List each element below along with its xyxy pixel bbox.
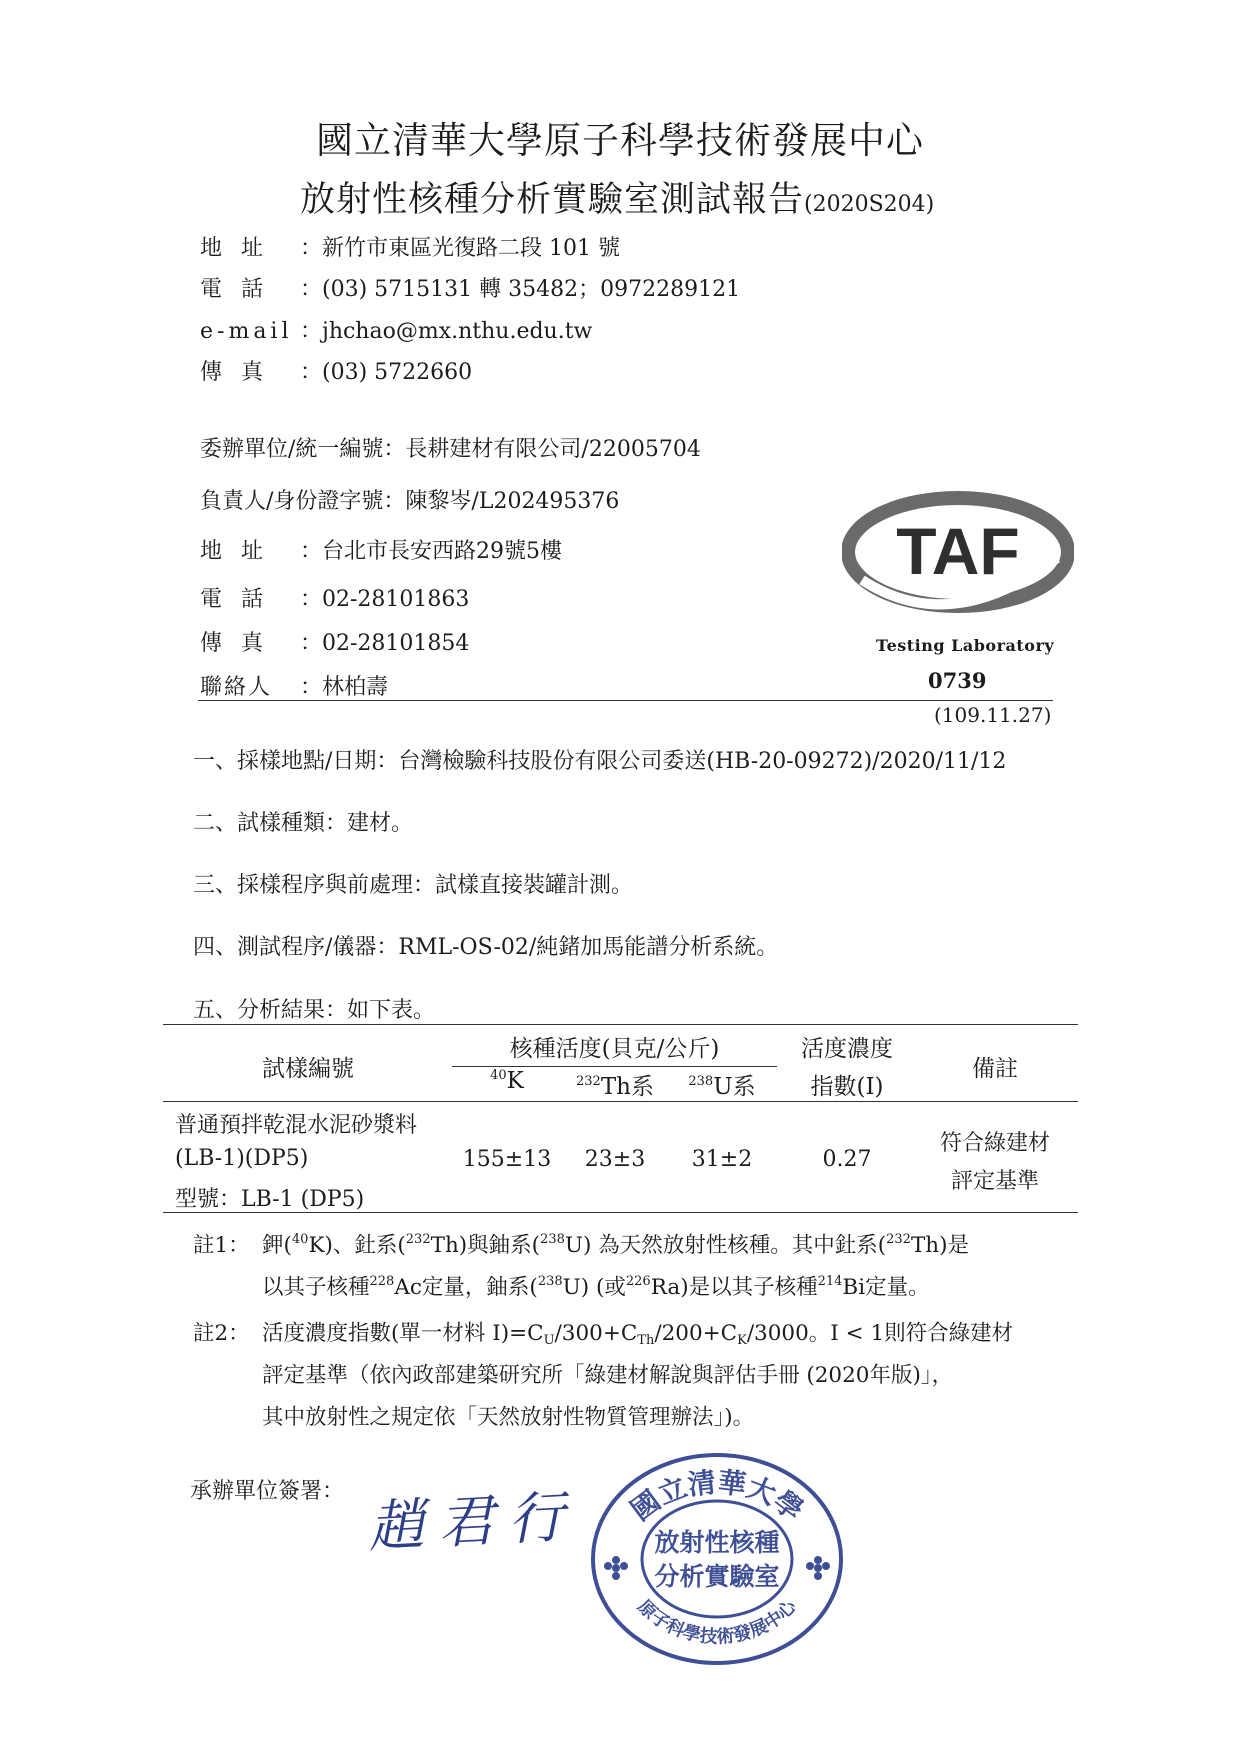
note2-label: 註2： — [193, 1321, 250, 1346]
client-phone-label: 電 話 — [200, 587, 269, 612]
table-top-rule — [163, 1024, 1078, 1025]
lab-seal — [586, 1448, 848, 1670]
cell-sample-line3: 型號：LB-1 (DP5) — [175, 1187, 365, 1212]
note1-label: 註1： — [193, 1233, 250, 1258]
k-mass-number: 40 — [490, 1068, 507, 1083]
seal-flower-right-icon — [806, 1556, 830, 1580]
section-results: 五、分析結果：如下表。 — [193, 998, 436, 1023]
table-activity-rule — [452, 1066, 777, 1067]
client-contact-row: 聯絡人 ：林柏壽 — [200, 670, 388, 701]
cell-sample-line1: 普通預拌乾混水泥砂漿料 — [175, 1113, 418, 1138]
cell-k40: 155±13 — [462, 1147, 552, 1172]
client-contact-label: 聯絡人 — [200, 675, 273, 700]
handwritten-signature: 趙君行 — [366, 1484, 580, 1561]
lab-address-row: 地 址 ：新竹市東區光復路二段 101 號 — [200, 231, 620, 262]
header-divider — [198, 700, 1053, 701]
lab-address-label: 地 址 — [200, 236, 269, 261]
lab-fax: (03) 5722660 — [322, 360, 473, 385]
client-unit-row — [200, 432, 701, 463]
lab-email-label: e-mail — [200, 319, 293, 344]
lab-email: jhchao@mx.nthu.edu.tw — [322, 319, 593, 344]
cell-u238: 31±2 — [691, 1147, 753, 1172]
col-header-u238 — [667, 1068, 777, 1101]
seal-bottom-text: 原子科學技術發展中心 — [633, 1596, 801, 1648]
client-unit-label: 委辦單位/統一編號： — [200, 437, 406, 462]
client-phone-row: 電 話 ：02-28101863 — [200, 582, 469, 613]
note2-line3: 其中放射性之規定依「天然放射性物質管理辦法」)。 — [262, 1405, 755, 1430]
k-symbol: K — [506, 1068, 524, 1094]
taf-logo-text: TAF — [896, 514, 1020, 588]
lab-fax-label: 傳 真 — [200, 360, 269, 385]
u-mass-number: 238 — [688, 1074, 714, 1089]
signature-label: 承辦單位簽署： — [190, 1479, 345, 1504]
section-procedure: 四、測試程序/儀器：RML-OS-02/純鍺加馬能譜分析系統。 — [193, 935, 779, 960]
cell-sample-line2: (LB-1)(DP5) — [175, 1146, 309, 1171]
cell-th232: 23±3 — [584, 1147, 646, 1172]
seal-top-text: 國立清華大學 — [624, 1465, 810, 1528]
col-header-th232 — [560, 1068, 670, 1101]
seal-center-line1: 放射性核種 — [654, 1528, 780, 1557]
client-phone: 02-28101863 — [322, 587, 470, 612]
cell-remark-line2: 評定基準 — [950, 1169, 1039, 1194]
table-header-rule — [163, 1101, 1078, 1102]
report-title-text: 放射性核種分析實驗室測試報告 — [300, 180, 805, 220]
report-title-line2 — [300, 172, 934, 222]
cell-remark-line1: 符合綠建材 — [939, 1131, 1050, 1156]
note1-line2: 以其子核種$^{228}$Ac定量，鈾系($^{238}$U) (或$^{226}$Ra)是以其子核種$^{214}$Bi定量。 — [262, 1274, 930, 1300]
lab-phone-label: 電 話 — [200, 277, 269, 302]
client-fax: 02-28101854 — [322, 631, 470, 656]
section-sampling-location: 一、採樣地點/日期：台灣檢驗科技股份有限公司委送(HB-20-09272)/2020/11/12 — [193, 749, 1007, 774]
note2-line1: 活度濃度指數(單一材料 $I)=C_U/300+C_{Th}/200+C_K/3000$。I < 1則符合綠建材 — [262, 1321, 1014, 1348]
client-fax-row: 傳 真 ：02-28101854 — [200, 626, 469, 657]
client-person-row — [200, 484, 619, 515]
seal-flower-left-icon — [604, 1556, 628, 1580]
taf-date: (109.11.27) — [934, 703, 1052, 727]
taf-number: 0739 — [928, 668, 987, 693]
col-header-k40 — [452, 1068, 562, 1094]
col-header-remark: 備註 — [972, 1056, 1018, 1082]
lab-fax-row: 傳 真 ：(03) 5722660 — [200, 355, 472, 386]
section-sample-type: 二、試樣種類：建材。 — [193, 811, 414, 836]
client-person: 陳黎岑/L202495376 — [405, 489, 620, 514]
lab-address: 新竹市東區光復路二段 101 號 — [322, 236, 620, 261]
client-address: 台北市長安西路29號5樓 — [322, 539, 562, 564]
lab-phone: (03) 5715131 轉 35482；0972289121 — [322, 277, 741, 302]
client-fax-label: 傳 真 — [200, 631, 269, 656]
section-pretreatment: 三、採樣程序與前處理：試樣直接裝罐計測。 — [193, 873, 634, 898]
th-mass-number: 232 — [576, 1074, 601, 1089]
col-header-activity: 核種活度(貝克/公斤) — [509, 1036, 720, 1062]
cell-index: 0.27 — [822, 1147, 872, 1172]
col-header-sample: 試樣編號 — [262, 1056, 354, 1082]
note1-line1: 鉀($^{40}$K)、釷系($^{232}$Th)與鈾系($^{238}$U) 為天然放射性核種。其中釷系($^{232}$Th)是 — [262, 1232, 970, 1258]
lab-email-row: e-mail ：jhchao@mx.nthu.edu.tw — [200, 319, 593, 344]
client-person-label: 負責人/身份證字號： — [200, 489, 406, 514]
taf-logo — [842, 488, 1074, 630]
seal-center-line2: 分析實驗室 — [654, 1562, 780, 1591]
th-symbol: Th系 — [600, 1074, 654, 1100]
seal-inner-ring — [642, 1501, 792, 1617]
client-contact: 林柏壽 — [322, 675, 389, 700]
client-address-label: 地 址 — [200, 539, 269, 564]
report-title-line1: 國立清華大學原子科學技術發展中心 — [316, 119, 924, 162]
col-header-index-line2: 指數(I) — [810, 1074, 884, 1100]
col-header-index-line1: 活度濃度 — [801, 1036, 893, 1062]
taf-caption: Testing Laboratory — [876, 636, 1055, 655]
note2-line2: 評定基準（依內政部建築研究所「綠建材解說與評估手冊 (2020年版)」， — [262, 1363, 954, 1388]
lab-phone-row: 電 話 ：(03) 5715131 轉 35482；0972289121 — [200, 272, 740, 303]
client-unit: 長耕建材有限公司/22005704 — [405, 437, 701, 462]
client-address-row: 地 址 ：台北市長安西路29號5樓 — [200, 534, 562, 565]
u-symbol: U系 — [713, 1074, 756, 1100]
report-number: (2020S204) — [804, 192, 935, 217]
